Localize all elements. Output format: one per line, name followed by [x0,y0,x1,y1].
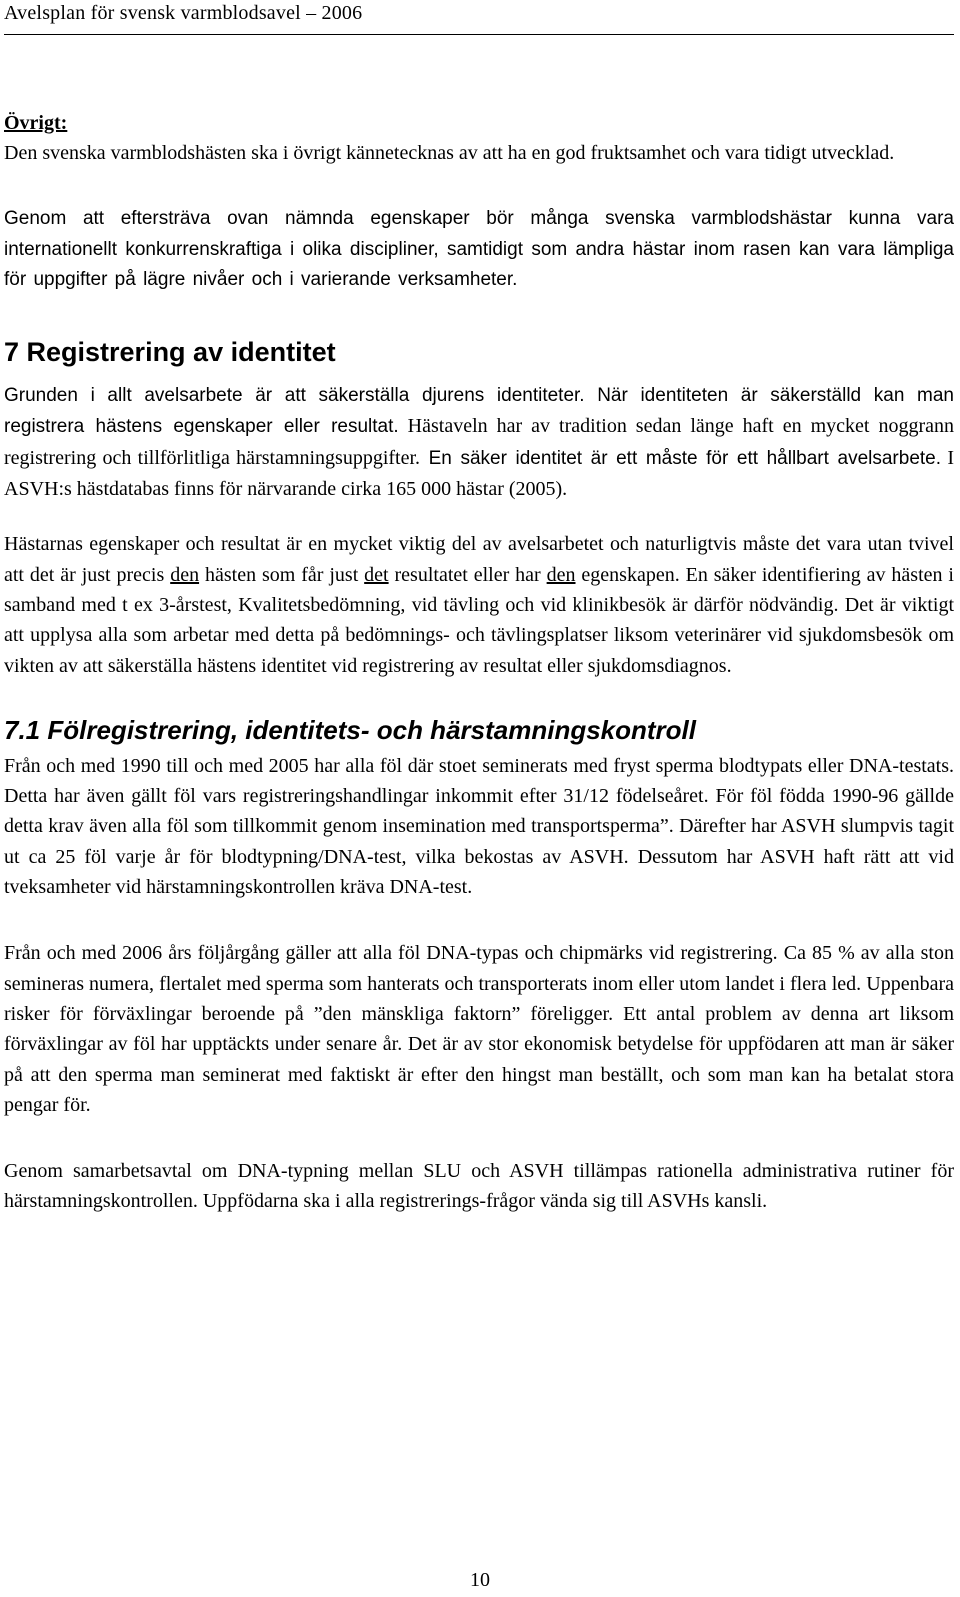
section-7-paragraph-2-part-a: Hästarnas egenskaper och resultat är en mycket viktig del av avelsarbetet och naturligtvis måste det vara utan tvivel att det är just precis [4,533,954,586]
section-7-paragraph-2-part-d: egenskapen. En säker identifiering av hästen i samband med t ex 3-årstest, Kvalitetsbedömning, vid tävling och vid klinikbesök är därför nödvändig. Det är viktigt att upplysa alla som arbetar med detta på bedömnings- och tävlingsplatser liksom veterinärer vid sjukdomsbesök om vikten av att säkerställa hästens identitet vid registrering av resultat eller sjukdomsdiagnos. [4,563,954,677]
section-7-1-paragraph-3: Genom samarbetsavtal om DNA-typning mellan SLU och ASVH tillämpas rationella administrativa rutiner för härstamningskontrollen. Uppfödarna ska i alla registrerings-frågor vända sig till ASVHs kansli. [4,1160,954,1213]
section-7-paragraph-1-part-a: Grunden i allt avelsarbete är att säkerställa djurens identiteter. När identiteten är säkerställd kan man registrera hästens egenskaper eller resultat. [4,385,954,438]
page-content [4,108,954,1217]
section-7-paragraph-2-part-b: hästen som får just [199,563,365,586]
section-7-paragraph-1 [4,381,954,505]
header-rule [4,34,954,35]
page-number: 10 [470,1569,490,1591]
underlined-den-1: den [170,563,200,586]
section-7-paragraph-2 [4,529,954,680]
running-header: Avelsplan för svensk varmblodsavel – 2006 [4,2,363,24]
ovrigt-heading: Övrigt: [4,112,68,134]
section-7-1-paragraph-1: Från och med 1990 till och med 2005 har alla föl där stoet seminerats med fryst sperma blodtypats eller DNA-testats. Detta har även gällt föl vars registreringshandlingar inkommit efter 31/12 födelseåret. För föl födda 1990-96 gällde detta krav även alla föl som tillkommit genom insemination med transportsperma”. Därefter har ASVH slumpvis tagit ut ca 25 föl varje år för blodtypning/DNA-test, vilka bekostas av ASVH. Dessutom har ASVH haft rätt att vid tveksamheter vid härstamningskontrollen kräva DNA-test. [4,754,954,899]
underlined-det: det [364,563,389,586]
ovrigt-paragraph-1: Den svenska varmblodshästen ska i övrigt kännetecknas av att ha en god fruktsamhet och vara tidigt utvecklad. [4,142,895,164]
section-7-paragraph-2-part-c: resultatet eller har [388,563,547,586]
ovrigt-paragraph-2: Genom att eftersträva ovan nämnda egenskaper bör många svenska varmblodshästar kunna vara internationellt konkurrenskraftiga i olika discipliner, samtidigt som andra hästar inom rasen kan vara lämpliga för uppgifter på lägre nivåer och i varierande verksamheter. [4,208,954,290]
section-7-paragraph-1-part-b: Hästaveln har av tradition sedan länge haft en mycket noggrann registrering och tillförlitliga härstamningsuppgifter. [4,415,955,469]
section-7-paragraph-1-part-d: I ASVH:s hästdatabas finns för närvarande cirka 165 000 hästar (2005). [4,446,954,501]
section-7-heading: 7 Registrering av identitet [4,337,336,368]
section-7-1-paragraph-2: Från och med 2006 års följårgång gäller att alla föl DNA-typas och chipmärks vid registrering. Ca 85 % av alla ston semineras numera, flertalet med sperma som hanterats och transporterats inom eller utom landet i flera led. Uppenbara risker för förväxlingar beroende på ”den mänskliga faktorn” föreligger. Ett antal problem av denna art liksom förväxlingar av föl har upptäckts under senare år. Det är av stor ekonomisk betydelse för uppfödaren att man är säker på att den sperma man seminerat med faktiskt är efter den hingst man beställt, och som man kan ha betalat stora pengar för. [4,942,954,1116]
underlined-den-2: den [546,563,576,586]
section-7-1-heading: 7.1 Fölregistrering, identitets- och härstamningskontroll [4,714,696,745]
section-7-paragraph-1-part-c: En säker identitet är ett måste för ett hållbart avelsarbete. [420,447,942,469]
